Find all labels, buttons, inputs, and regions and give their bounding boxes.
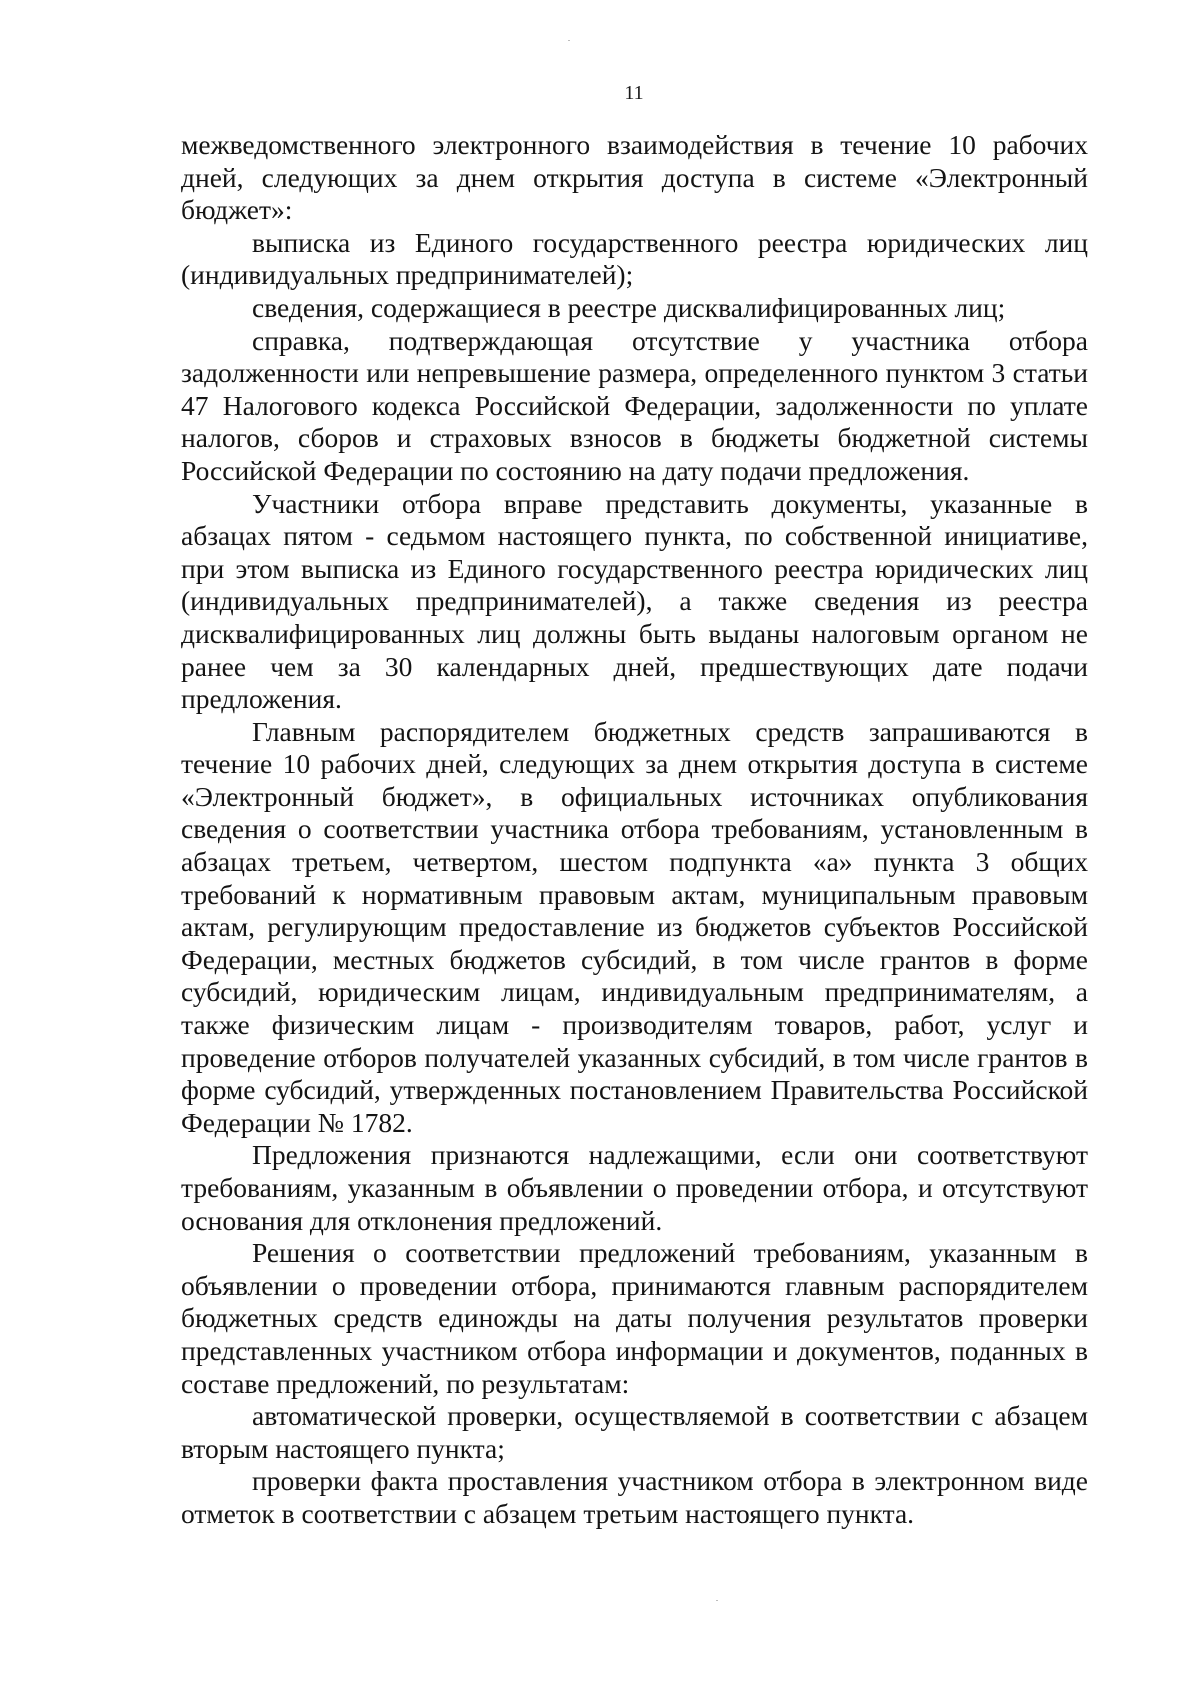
paragraph: Главным распорядителем бюджетных средств запрашиваются в течение 10 рабочих дней, следующих за днем открытия доступа в системе «Электронный бюджет», в официальных источниках опубликования сведения о соответствии участника отбора требованиям, установленным в абзацах третьем, четвертом, шестом подпункта «а» пункта 3 общих требований к нормативным правовым актам, муниципальным правовым актам, регулирующим предоставление из бюджетов субъектов Российской Федерации, местных бюджетов субсидий, в том числе грантов в форме субсидий, юридическим лицам, индивидуальным предпринимателям, а также физическим лицам - производителям товаров, работ, услуг и проведение отборов получателей указанных субсидий, в том числе грантов в форме субсидий, утвержденных постановлением Правительства Российской Федерации № 1782. [181, 715, 1088, 1138]
paragraph: Решения о соответствии предложений требованиям, указанным в объявлении о проведении отбора, принимаются главным распорядителем бюджетных средств единожды на даты получения результатов проверки представленных участником отбора информации и документов, поданных в составе предложений, по результатам: [181, 1237, 1088, 1399]
paragraph: выписка из Единого государственного реестра юридических лиц (индивидуальных предпринимателей); [181, 226, 1088, 291]
paragraph: сведения, содержащиеся в реестре дисквалифицированных лиц; [252, 291, 1006, 323]
page-number: 11 [624, 82, 644, 104]
scan-speck [568, 40, 570, 41]
paragraph: автоматической проверки, осуществляемой в соответствии с абзацем вторым настоящего пункта; [181, 1400, 1088, 1464]
paragraph: межведомственного электронного взаимодействия в течение 10 рабочих дней, следующих за днем открытия доступа в системе «Электронный бюджет»: [181, 129, 1088, 226]
scan-speck [716, 1600, 718, 1601]
paragraph: Предложения признаются надлежащими, если они соответствуют требованиям, указанным в объявлении о проведении отбора, и отсутствуют основания для отклонения предложений. [181, 1139, 1088, 1236]
paragraph: Участники отбора вправе представить документы, указанные в абзацах пятом - седьмом настоящего пункта, по собственной инициативе, при этом выписка из Единого государственного реестра юридических лиц (индивидуальных предпринимателей), а также сведения из реестра дисквалифицированных лиц должны быть выданы налоговым органом не ранее чем за 30 календарных дней, предшествующих дате подачи предложения. [181, 487, 1088, 715]
paragraph: проверки факта проставления участником отбора в электронном виде отметок в соответствии с абзацем третьим настоящего пункта. [181, 1465, 1088, 1529]
paragraph: справка, подтверждающая отсутствие у участника отбора задолженности или непревышение размера, определенного пунктом 3 статьи 47 Налогового кодекса Российской Федерации, задолженности по уплате налогов, сборов и страховых взносов в бюджеты бюджетной системы Российской Федерации по состоянию на дату подачи предложения. [181, 324, 1088, 486]
document-body [181, 129, 1088, 1531]
